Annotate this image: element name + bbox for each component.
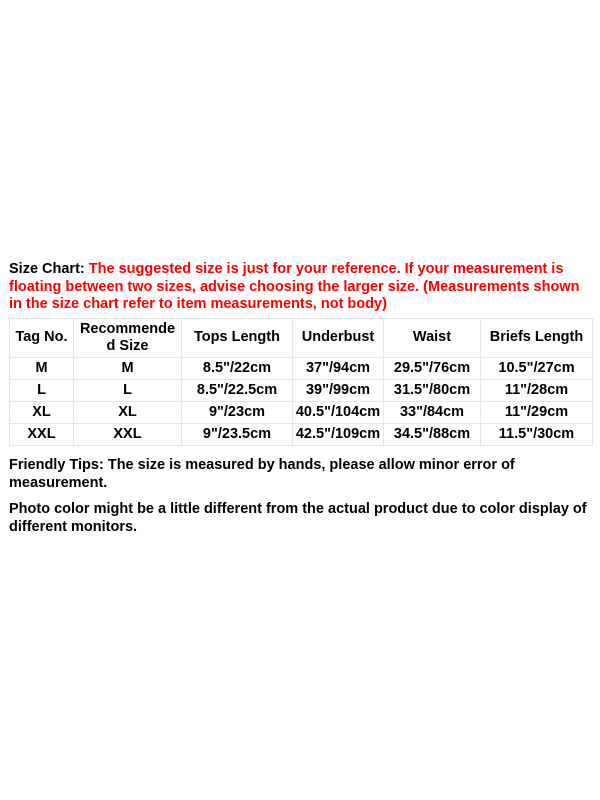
size-table [9,318,593,446]
size-chart-warning: The suggested size is just for your reference. If your measurement is floating between two sizes, advise choosing the larger size. (Measurements shown in the size chart refer to item measurements, not body) [9,261,580,312]
table-cell: 9"/23.5cm [182,423,293,445]
size-chart-intro [9,261,592,314]
table-cell: 29.5"/76cm [384,357,481,379]
table-row [10,379,593,401]
table-cell: 11"/29cm [481,401,593,423]
header-tag-no: Tag No. [10,318,74,357]
table-cell: 8.5"/22cm [182,357,293,379]
table-cell: M [10,357,74,379]
header-recommended-size: Recommende d Size [74,318,182,357]
table-header-row [10,318,593,357]
size-chart-lead: Size Chart: [9,261,89,277]
table-cell: 37"/94cm [293,357,384,379]
table-cell: 42.5"/109cm [293,423,384,445]
table-row [10,401,593,423]
table-cell: XL [74,401,182,423]
table-cell: XXL [10,423,74,445]
table-cell: 40.5"/104cm [293,401,384,423]
header-briefs-length: Briefs Length [481,318,593,357]
table-cell: 34.5"/88cm [384,423,481,445]
table-row [10,357,593,379]
table-cell: L [74,379,182,401]
table-cell: 11"/28cm [481,379,593,401]
table-cell: XL [10,401,74,423]
friendly-tips: Friendly Tips: The size is measured by hands, please allow minor error of measurement. [9,456,515,491]
table-cell: L [10,379,74,401]
size-chart-content [9,261,592,536]
table-cell: 33"/84cm [384,401,481,423]
header-waist: Waist [384,318,481,357]
color-disclaimer: Photo color might be a little different from the actual product due to color display of different monitors. [9,500,587,535]
table-cell: 11.5"/30cm [481,423,593,445]
table-cell: 39"/99cm [293,379,384,401]
table-cell: 10.5"/27cm [481,357,593,379]
table-cell: 9"/23cm [182,401,293,423]
table-cell: 31.5"/80cm [384,379,481,401]
table-row [10,423,593,445]
table-cell: 8.5"/22.5cm [182,379,293,401]
table-cell: M [74,357,182,379]
header-tops-length: Tops Length [182,318,293,357]
header-underbust: Underbust [293,318,384,357]
table-cell: XXL [74,423,182,445]
